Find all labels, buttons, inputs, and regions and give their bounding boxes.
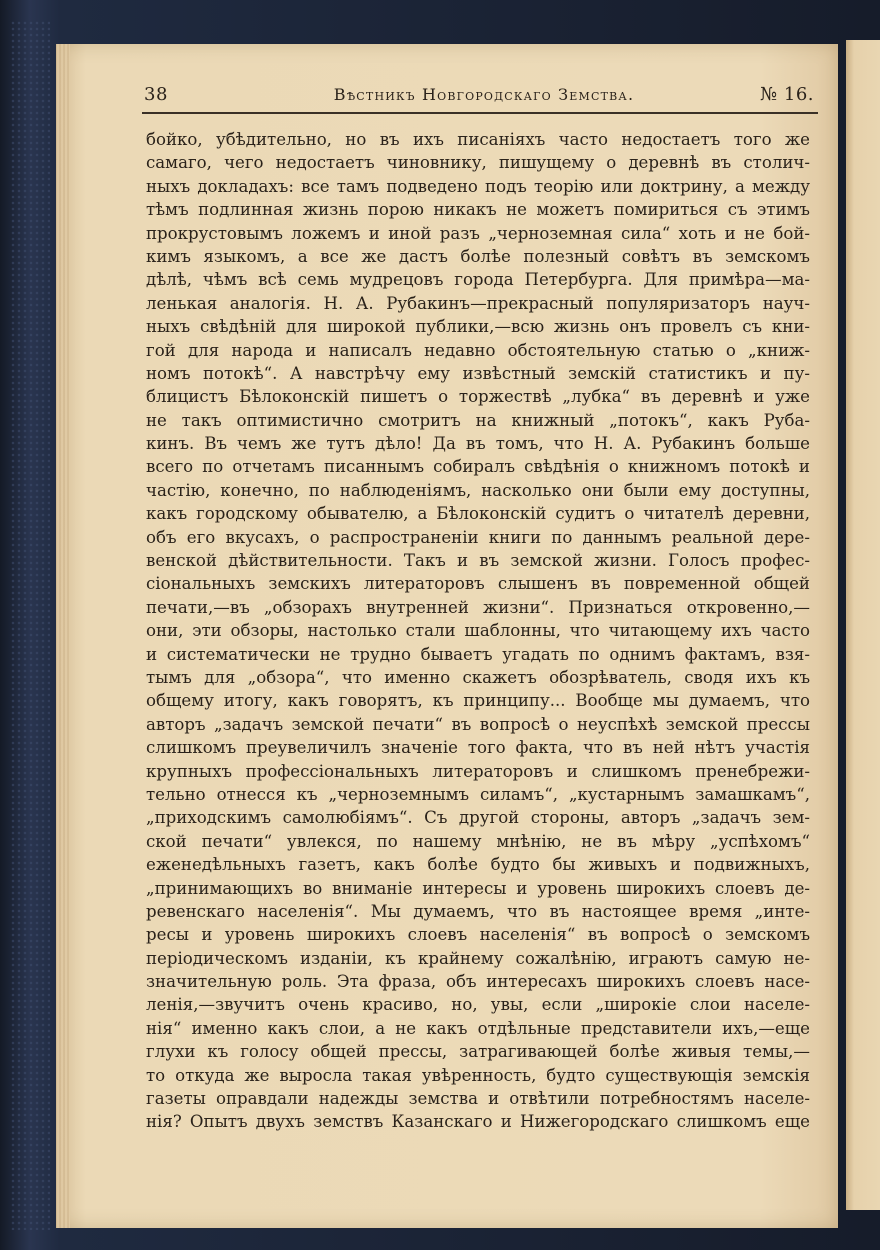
text-line: слишкомъ преувеличилъ значеніе того факта, что въ ней нѣтъ участія [146,738,810,758]
text-line: они, эти обзоры, настолько стали шаблонны, что читающему ихъ часто [146,621,810,641]
text-line: еженедѣльныхъ газетъ, какъ болѣе будто бы живыхъ и подвижныхъ, [146,855,810,875]
text-line: гой для народа и написалъ недавно обстоятельную статью о „книж- [146,340,810,360]
text-line: нія“ именно какъ слои, а не какъ отдѣльные представители ихъ,—еще [146,1018,810,1038]
text-line: крупныхъ профессіональныхъ литераторовъ и слишкомъ пренебрежи- [146,761,810,781]
text-line: всего по отчетамъ писаннымъ собиралъ свѣдѣнія о книжномъ потокѣ и [146,457,810,477]
text-line: бойко, убѣдительно, но въ ихъ писаніяхъ часто недостаетъ того же [146,130,810,149]
text-line: тымъ для „обзора“, что именно скажетъ обозрѣватель, сводя ихъ къ [146,667,810,687]
text-line: періодическомъ изданіи, къ крайнему сожалѣнію, играютъ самую не- [146,948,810,968]
text-line: прокрустовымъ ложемъ и иной разъ „черноземная сила“ хоть и не бой- [146,223,810,243]
text-line: ленькая аналогія. Н. А. Рубакинъ—прекрасный популяризаторъ науч- [146,293,810,313]
text-line: газеты оправдали надежды земства и отвѣтили потребностямъ населе- [146,1089,810,1109]
adjacent-page-edge [846,40,880,1210]
text-line: частію, конечно, по наблюденіямъ, насколько они были ему доступны, [146,480,810,500]
text-line: значительную роль. Эта фраза, объ интересахъ широкихъ слоевъ насе- [146,972,810,992]
text-line: сіональныхъ земскихъ литераторовъ слышенъ въ повременной общей [146,574,810,594]
text-line: „приходскимъ самолюбіямъ“. Съ другой стороны, авторъ „задачъ зем- [146,808,810,828]
journal-title: Вѣстникъ Новгородскаго Земства. [333,85,635,104]
text-line: печати,—въ „обзорахъ внутренней жизни“. Признаться откровенно,— [146,597,810,617]
text-line: общему итогу, какъ говорятъ, къ принципу... Вообще мы думаемъ, что [146,691,810,711]
text-line: глухи къ голосу общей прессы, затрагивающей болѣе живыя темы,— [146,1042,810,1062]
text-line: венской дѣйствительности. Такъ и въ земской жизни. Голосъ профес- [146,551,810,571]
binding-texture [10,20,50,1230]
text-line: дѣлѣ, чѣмъ всѣ семь мудрецовъ города Петербурга. Для примѣра—ма- [146,270,810,290]
text-line: авторъ „задачъ земской печати“ въ вопросѣ о неуспѣхѣ земской прессы [146,714,810,734]
body-text [146,128,810,1134]
text-line: ныхъ свѣдѣній для широкой публики,—всю жизнь онъ провелъ съ кни- [146,317,810,337]
issue-number: № 16. [760,84,814,105]
text-line: „принимающихъ во вниманіе интересы и уровень широкихъ слоевъ де- [146,878,810,898]
text-line: ныхъ докладахъ: все тамъ подведено подъ теорію или доктрину, а между [146,176,810,196]
text-line: не такъ оптимистично смотритъ на книжный „потокъ“, какъ Руба- [146,410,810,430]
text-line: кинъ. Въ чемъ же тутъ дѣло! Да въ томъ, что Н. А. Рубакинъ больше [146,434,810,454]
text-line: тельно отнесся къ „черноземнымъ силамъ“, „кустарнымъ замашкамъ“, [146,784,810,804]
text-line: ской печати“ увлекся, по нашему мнѣнію, не въ мѣру „успѣхомъ“ [146,831,810,851]
text-line: объ его вкусахъ, о распространеніи книги по даннымъ реальной дере- [146,527,810,547]
text-line: тѣмъ подлинная жизнь порою никакъ не можетъ помириться съ этимъ [146,200,810,220]
text-line: номъ потокѣ“. А навстрѣчу ему извѣстный земскій статистикъ и пу- [146,363,810,383]
running-header [144,84,816,110]
text-line: и систематически не трудно бываетъ угадать по однимъ фактамъ, взя- [146,644,810,664]
text-line: нія? Опытъ двухъ земствъ Казанскаго и Нижегородскаго слишкомъ еще [146,1112,810,1132]
page-gutter [56,44,70,1228]
text-line: кимъ языкомъ, а все же дастъ болѣе полезный совѣтъ въ земскомъ [146,246,810,266]
text-line: самаго, чего недостаетъ чиновнику, пишущему о деревнѣ въ столич- [146,153,810,173]
text-line: блицистъ Бѣлоконскій пишетъ о торжествѣ „лубка“ въ деревнѣ и уже [146,387,810,407]
text-line: то откуда же выросла такая увѣренность, будто существующія земскія [146,1065,810,1085]
header-rule [142,112,818,114]
text-line: ревенскаго населенія“. Мы думаемъ, что въ настоящее время „инте- [146,901,810,921]
text-line: ленія,—звучитъ очень красиво, но, увы, если „широкіе слои населе- [146,995,810,1015]
text-line: какъ городскому обывателю, а Бѣлоконскій судитъ о читателѣ деревни, [146,504,810,524]
text-line: ресы и уровень широкихъ слоевъ населенія“ въ вопросѣ о земскомъ [146,925,810,945]
page-number: 38 [144,84,168,105]
